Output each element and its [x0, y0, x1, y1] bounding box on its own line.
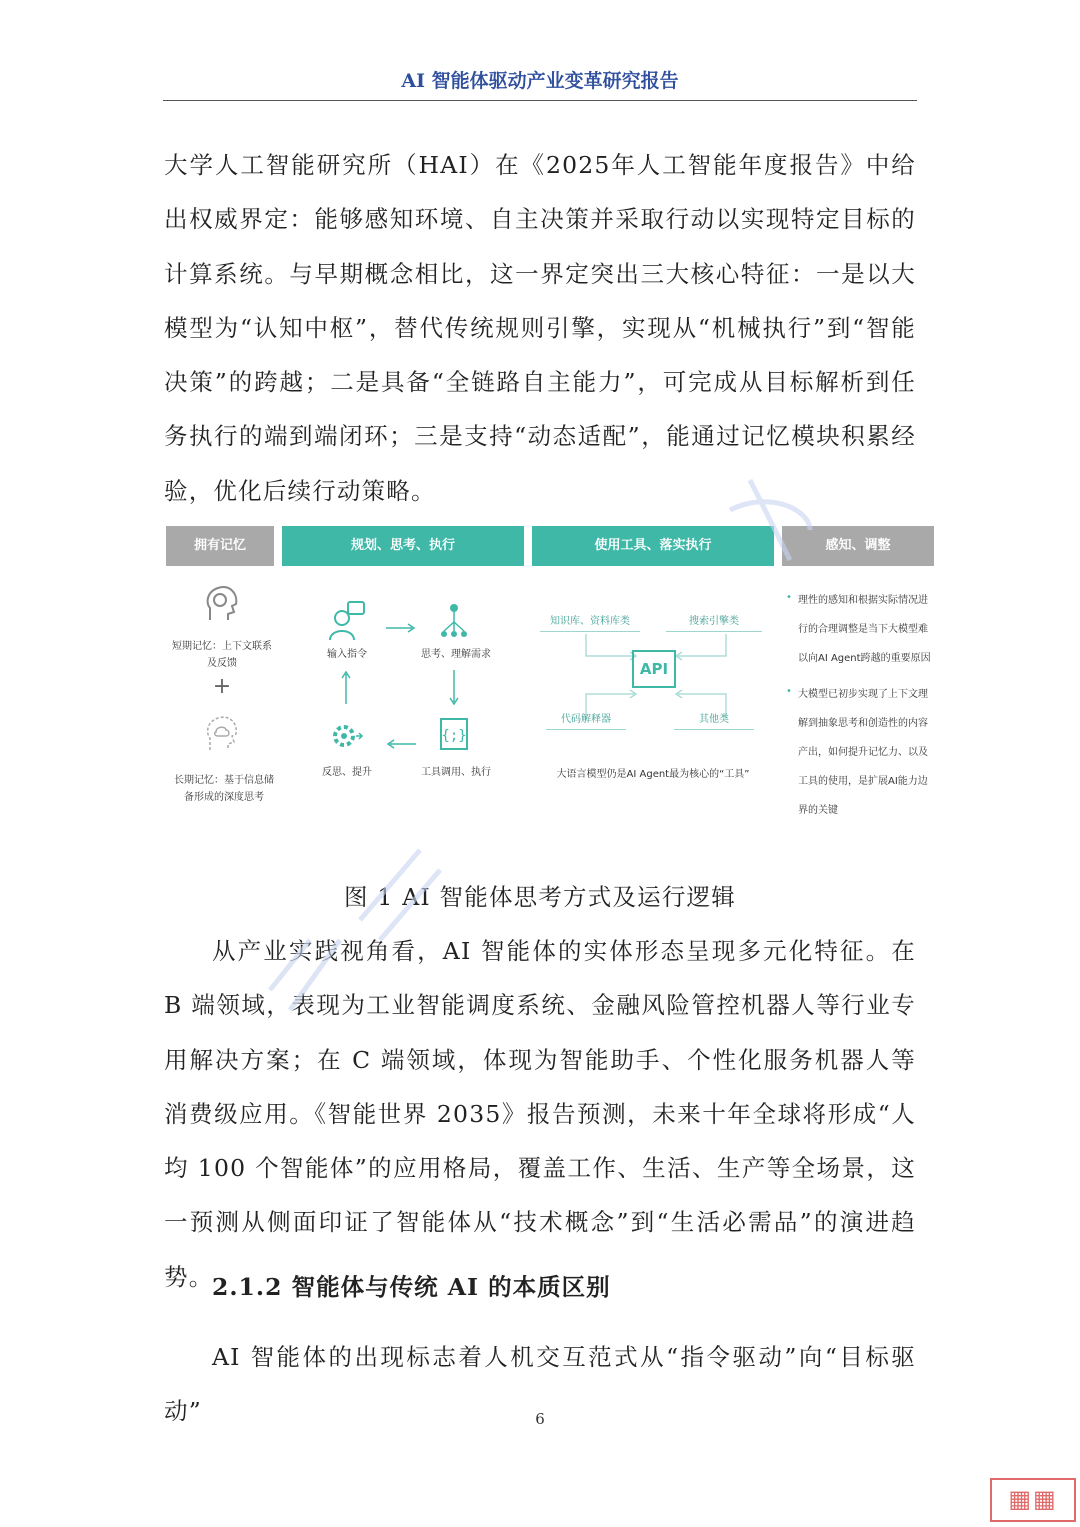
figure-header-memory: 拥有记忆 — [166, 526, 274, 566]
knowledge-base-tag: 知识库、资料库类 — [540, 612, 640, 632]
reflect-improve-label: 反思、提升 — [322, 767, 372, 778]
figure-header-tools: 使用工具、落实执行 — [532, 526, 774, 566]
svg-text:{;}: {;} — [441, 728, 467, 744]
llm-core-tool-note: 大语言模型仍是AI Agent最为核心的“工具” — [556, 769, 750, 780]
perceive-bullet-2: 大模型已初步实现了上下文理解到抽象思考和创造性的内容产出，如何提升记忆力、以及工具的使用，是扩展AI能力边界的关键 — [798, 689, 928, 816]
corner-seal-logo: ▦▦ — [990, 1478, 1076, 1522]
code-braces-icon — [438, 716, 470, 752]
person-speech-icon — [326, 600, 366, 642]
running-header: AI 智能体驱动产业变革研究报告 — [163, 66, 917, 101]
figure-header-perceive: 感知、调整 — [782, 526, 934, 566]
page-number: 6 — [535, 1410, 545, 1428]
input-instruction-label: 输入指令 — [327, 649, 367, 660]
head-cloud-icon — [204, 714, 240, 754]
paragraph-hai-definition: 大学人工智能研究所（HAI）在《2025年人工智能年度报告》中给出权威界定：能够感知环境、自主决策并采取行动以实现特定目标的计算系统。与早期概念相比，这一界定突出三大核心特征：一是以大模型为“认知中枢”，替代传统规则引擎，实现从“机械执行”到“智能决策”的跨越；二是具备“全链路自主能力”，可完成从目标解析到任务执行的端到端闭环；三是支持“动态适配”，能通过记忆模块积累经验，优化后续行动策略。 — [164, 151, 916, 505]
figure-caption: 图 1 AI 智能体思考方式及运行逻辑 — [344, 883, 736, 911]
head-search-icon — [204, 584, 240, 624]
figure-header-plan: 规划、思考、执行 — [282, 526, 524, 566]
paragraph-industry-practice: 从产业实践视角看，AI 智能体的实体形态呈现多元化特征。在 B 端领域，表现为工业智能调度系统、金融风险管控机器人等行业专用解决方案；在 C 端领域，体现为智能助手、个性化服务机器人等消费级应用。《智能世界 2035》报告预测，未来十年全球将形成“人均 100 个智能体”的应用格局，覆盖工作、生活、生产等全场景，这一预测从侧面印证了智能体从“技术概念”到“生活必需品”的演进趋势。 — [164, 937, 916, 1291]
arrow-right-icon — [384, 622, 418, 634]
gear-reflect-icon — [328, 718, 364, 754]
bullet-1-icon: • — [786, 592, 792, 603]
arrow-up-icon — [340, 670, 352, 706]
code-interpreter-tag: 代码解释器 — [546, 710, 626, 730]
plus-sign: + — [212, 674, 232, 699]
arrow-left-icon — [384, 738, 418, 750]
arrow-down-icon — [448, 668, 460, 708]
api-icon: API — [632, 650, 676, 688]
short-term-memory-label: 短期记忆：上下文联系及反馈 — [172, 641, 272, 669]
figure-ai-agent-logic — [166, 522, 934, 832]
long-term-memory-label: 长期记忆：基于信息储备形成的深度思考 — [174, 775, 274, 803]
network-think-icon — [438, 600, 470, 642]
section-heading-2-1-2: 2.1.2 智能体与传统 AI 的本质区别 — [212, 1273, 611, 1301]
tool-call-execute-label: 工具调用、执行 — [421, 767, 491, 778]
think-understand-label: 思考、理解需求 — [421, 649, 491, 660]
bullet-2-icon: • — [786, 686, 792, 697]
other-tools-tag: 其他类 — [674, 710, 754, 730]
paragraph-paradigm-shift: AI 智能体的出现标志着人机交互范式从“指令驱动”向“目标驱动” — [164, 1343, 916, 1426]
search-engine-tag: 搜索引擎类 — [666, 612, 762, 632]
perceive-bullet-1: 理性的感知和根据实际情况进行的合理调整是当下大模型难以向AI Agent跨越的重要原因 — [798, 595, 931, 664]
